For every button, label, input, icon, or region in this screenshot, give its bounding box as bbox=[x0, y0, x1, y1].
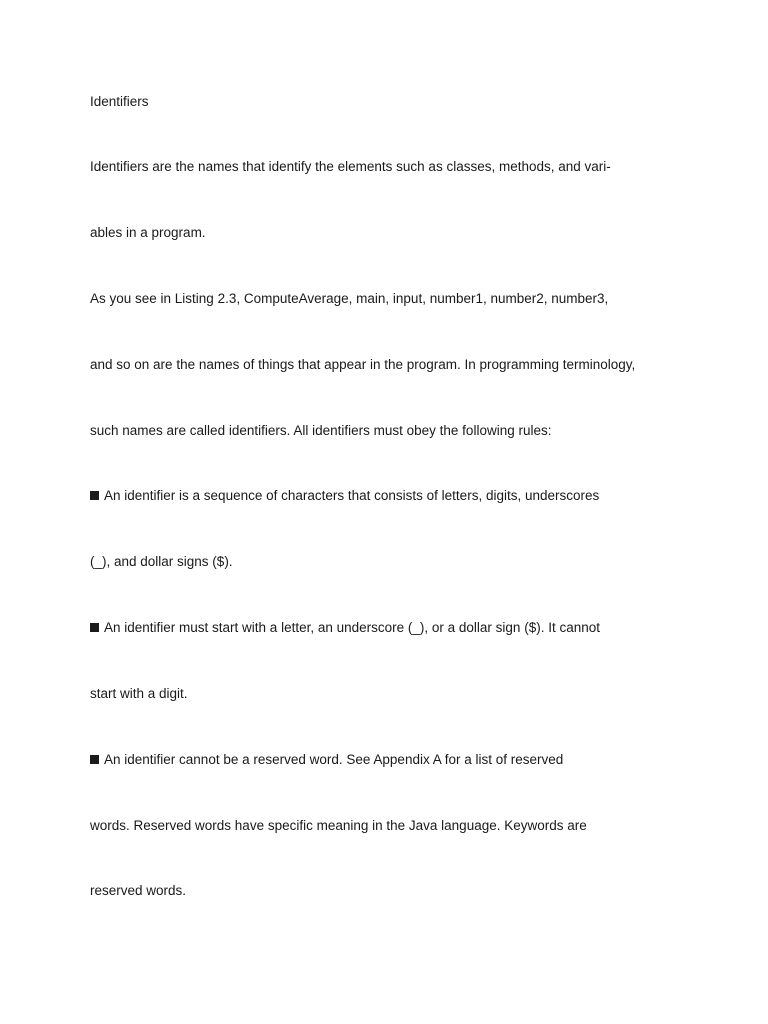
text-line: (_), and dollar signs ($). bbox=[90, 554, 233, 569]
text-line: reserved words. bbox=[90, 883, 187, 898]
bullet-item bbox=[90, 751, 563, 769]
section-heading: Identifiers bbox=[90, 94, 149, 109]
bullet-text: An identifier must start with a letter, an underscore (_), or a dollar sign ($). It cannot bbox=[104, 620, 600, 635]
text-line: ables in a program. bbox=[90, 225, 206, 240]
bullet-item bbox=[90, 487, 599, 505]
bullet-item bbox=[90, 619, 600, 637]
text-line: As you see in Listing 2.3, ComputeAverage, main, input, number1, number2, number3, bbox=[90, 291, 609, 306]
bullet-text: An identifier is a sequence of characters that consists of letters, digits, underscores bbox=[104, 488, 600, 503]
text-line: such names are called identifiers. All identifiers must obey the following rules: bbox=[90, 423, 552, 438]
text-line: and so on are the names of things that appear in the program. In programming terminology, bbox=[90, 357, 636, 372]
square-bullet-icon bbox=[90, 623, 99, 632]
text-line: words. Reserved words have specific meaning in the Java language. Keywords are bbox=[90, 818, 587, 833]
text-line: Identifiers are the names that identify the elements such as classes, methods, and vari- bbox=[90, 159, 611, 174]
bullet-text: An identifier cannot be a reserved word. See Appendix A for a list of reserved bbox=[104, 752, 564, 767]
square-bullet-icon bbox=[90, 491, 99, 500]
square-bullet-icon bbox=[90, 755, 99, 764]
text-line: start with a digit. bbox=[90, 686, 188, 701]
